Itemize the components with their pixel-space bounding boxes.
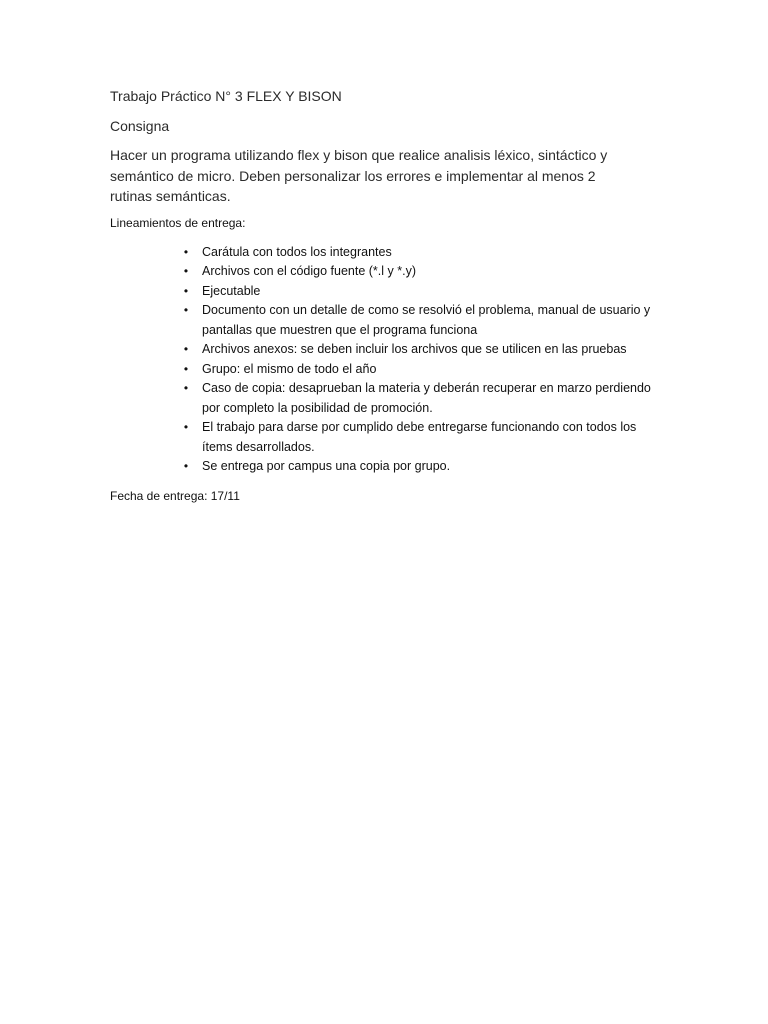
- bullet-icon: •: [183, 283, 189, 298]
- guideline-text: El trabajo para darse por cumplido debe entregarse funcionando con todos los ítems desarrollados.: [202, 420, 637, 454]
- guideline-text: Caso de copia: desaprueban la materia y deberán recuperar en marzo perdiendo por completo la posibilidad de promoción.: [202, 381, 651, 415]
- guideline-item: [183, 243, 670, 263]
- guideline-text: Se entrega por campus una copia por grupo.: [202, 459, 451, 473]
- guideline-text: Archivos con el código fuente (*.l y *.y): [202, 264, 416, 278]
- bullet-icon: •: [183, 361, 189, 376]
- bullet-icon: •: [183, 264, 189, 278]
- guideline-item: [183, 340, 670, 360]
- bullet-icon: •: [183, 381, 189, 395]
- guideline-item: [183, 418, 670, 457]
- document-page: [110, 86, 670, 504]
- guideline-item: [183, 262, 670, 282]
- bullet-icon: •: [183, 244, 189, 259]
- guideline-text: Carátula con todos los integrantes: [202, 244, 392, 259]
- guideline-text: Ejecutable: [202, 283, 261, 298]
- section-heading-consigna: Consigna: [110, 118, 170, 134]
- bullet-icon: •: [183, 420, 189, 434]
- guideline-item: [183, 301, 670, 340]
- delivery-date: Fecha de entrega: 17/11: [110, 488, 240, 503]
- document-title: Trabajo Práctico N° 3 FLEX Y BISON: [110, 88, 342, 104]
- bullet-icon: •: [183, 342, 189, 356]
- guideline-item: [183, 282, 670, 302]
- bullet-icon: •: [183, 459, 189, 473]
- guideline-item: [183, 379, 670, 418]
- guideline-text: Documento con un detalle de como se resolvió el problema, manual de usuario y pantallas que muestren que el programa funciona: [202, 303, 651, 337]
- guidelines-heading: Lineamientos de entrega:: [110, 215, 246, 230]
- guideline-text: Grupo: el mismo de todo el año: [202, 361, 377, 376]
- assignment-description: Hacer un programa utilizando flex y bison que realice analisis léxico, sintáctico y semántico de micro. Deben personalizar los errores e implementar al menos 2 rutinas semánticas.: [110, 147, 608, 204]
- guideline-item: [183, 457, 670, 477]
- guideline-item: [183, 360, 670, 380]
- guideline-text: Archivos anexos: se deben incluir los archivos que se utilicen en las pruebas: [202, 342, 627, 356]
- guidelines-list: [110, 243, 670, 477]
- bullet-icon: •: [183, 303, 189, 317]
